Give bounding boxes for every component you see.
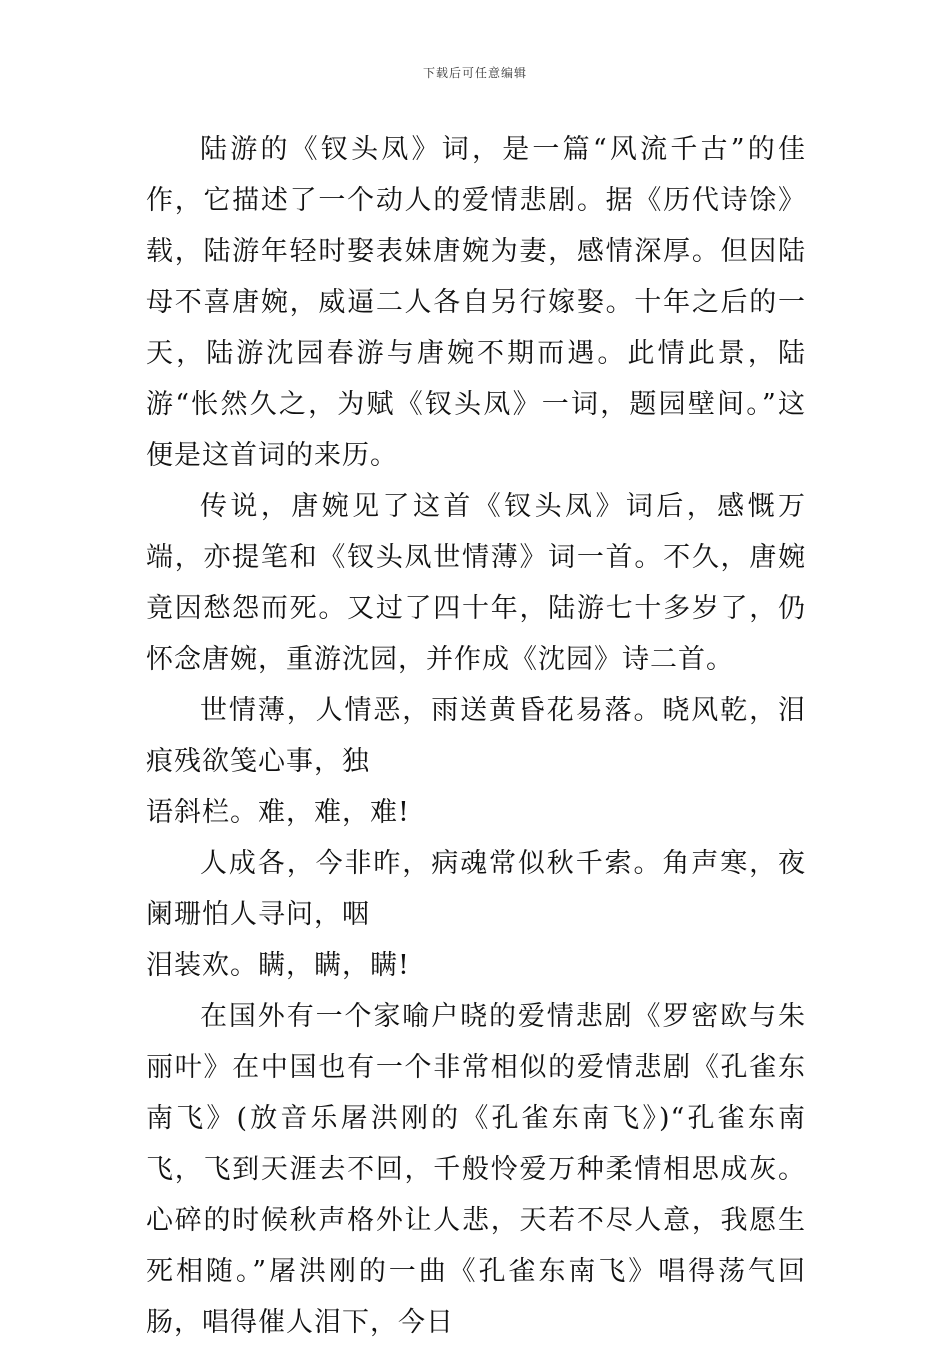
poem-line-1: 世情薄，人情恶，雨送黄昏花易落。晓风乾，泪痕残欲笺心事，独 (146, 695, 806, 777)
poem-line-2: 语斜栏。难，难，难! (146, 797, 410, 828)
page-header: 下载后可任意编辑 (422, 66, 527, 80)
paragraph-intro: 陆游的《钗头凤》词，是一篇“风流千古”的佳作，它描述了一个动人的爱情悲剧。据《历代诗馀》载，陆游年轻时娶表妹唐婉为妻，感情深厚。但因陆母不喜唐婉，威逼二人各自另行嫁娶。十年之后的一天，陆游沈园春游与唐婉不期而遇。此情此景，陆游“怅然久之，为赋《钗头凤》一词，题园壁间。”这便是这首词的来历。 (146, 134, 806, 471)
poem-line-3: 人成各，今非昨，病魂常似秋千索。角声寒，夜阑珊怕人寻问，咽 (146, 848, 806, 930)
poem-line-4: 泪装欢。瞒，瞒，瞒! (146, 950, 410, 981)
paragraph-legend: 传说，唐婉见了这首《钗头凤》词后，感慨万端，亦提笔和《钗头凤世情薄》词一首。不久，唐婉竟因愁怨而死。又过了四十年，陆游七十多岁了，仍怀念唐婉，重游沈园，并作成《沈园》诗二首。 (146, 491, 806, 675)
paragraph-peacock: 在国外有一个家喻户晓的爱情悲剧《罗密欧与朱丽叶》在中国也有一个非常相似的爱情悲剧《孔雀东南飞》(放音乐屠洪刚的《孔雀东南飞》)“孔雀东南飞，飞到天涯去不回，千般怜爱万种柔情相思成灰。心碎的时候秋声格外让人悲，天若不尽人意，我愿生死相随。”屠洪刚的一曲《孔雀东南飞》唱得荡气回肠，唱得催人泪下，今日 (146, 1001, 806, 1338)
document-body (146, 124, 806, 1348)
